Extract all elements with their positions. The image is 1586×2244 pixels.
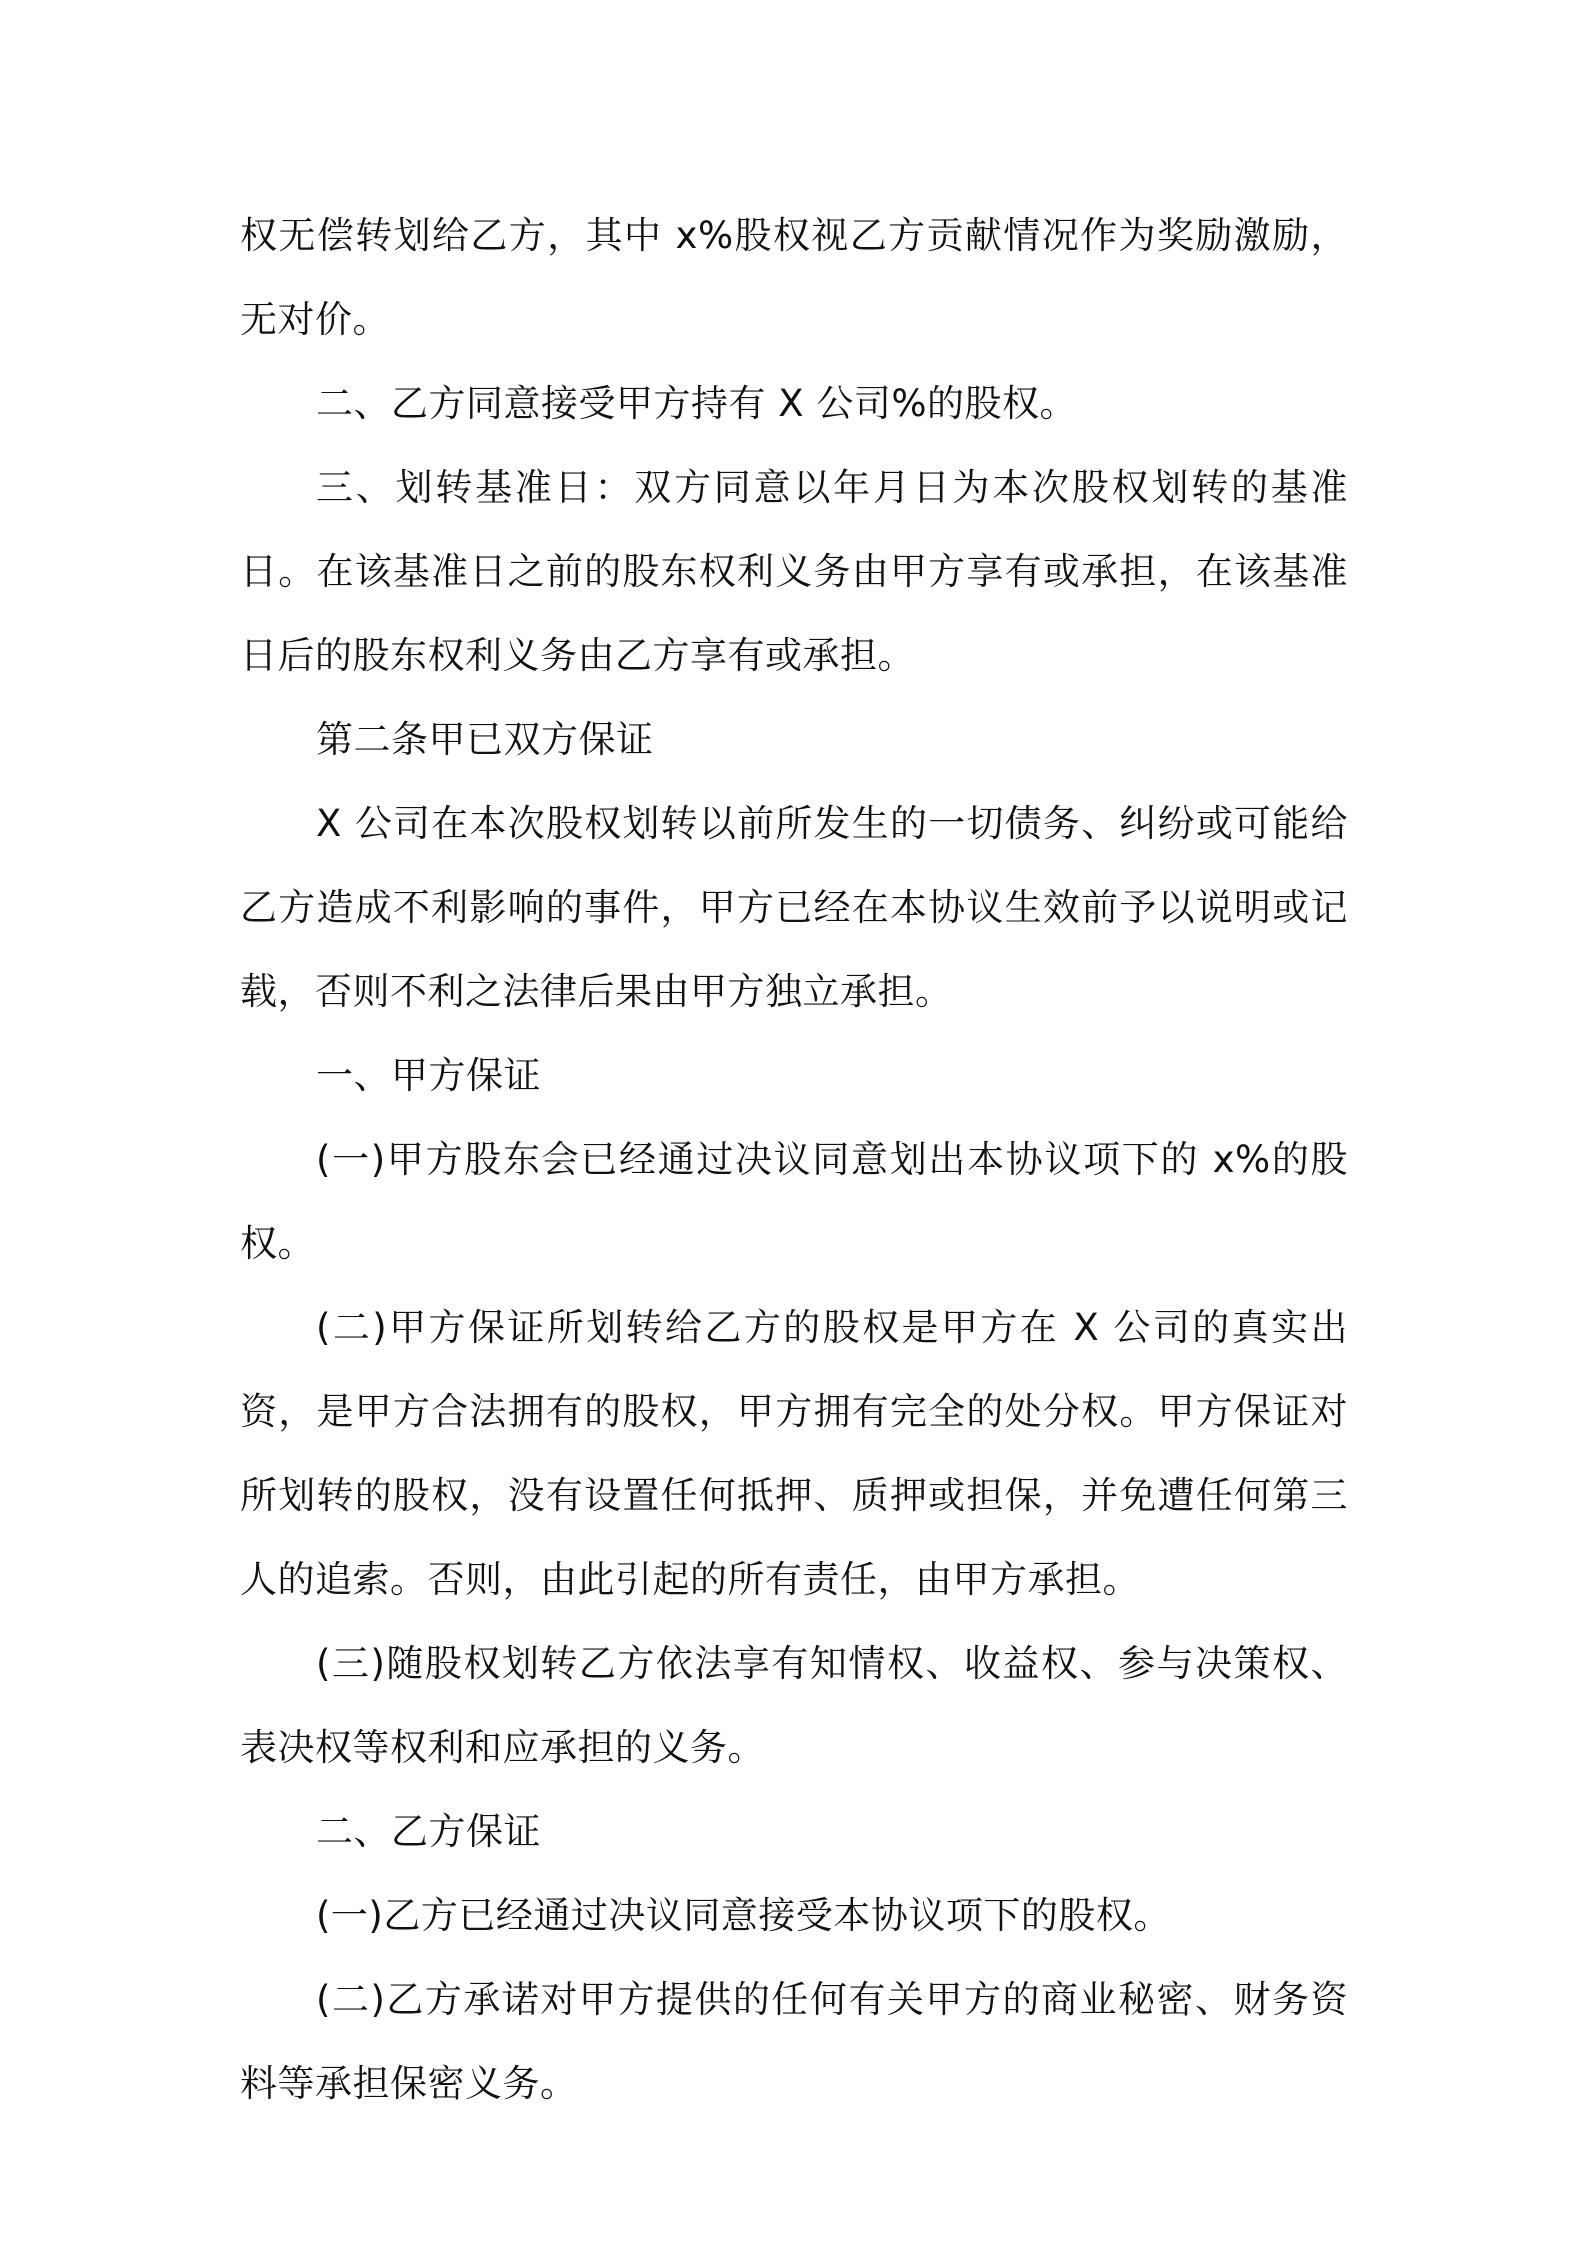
paragraph-11: (一)乙方已经通过决议同意接受本协议项下的股权。 (316, 1894, 1171, 1937)
paragraph-3: 三、划转基准日：双方同意以年月日为本次股权划转的基准日。在该基准日之前的股东权利义务由甲方享有或承担，在该基准日后的股东权利义务由乙方享有或承担。 (240, 466, 1348, 677)
paragraph-5: X 公司在本次股权划转以前所发生的一切债务、纠纷或可能给乙方造成不利影响的事件，甲方已经在本协议生效前予以说明或记载，否则不利之法律后果由甲方独立承担。 (240, 802, 1348, 1013)
section-heading-article-2: 第二条甲已双方保证 (316, 718, 654, 761)
paragraph-12: (二)乙方承诺对甲方提供的任何有关甲方的商业秘密、财务资料等承担保密义务。 (240, 1978, 1348, 2105)
paragraph-1: 权无偿转划给乙方，其中 x%股权视乙方贡献情况作为奖励激励，无对价。 (240, 214, 1348, 341)
document-body (240, 194, 1348, 2126)
subheading-party-b-guarantee: 二、乙方保证 (316, 1810, 541, 1853)
paragraph-2: 二、乙方同意接受甲方持有 X 公司%的股权。 (316, 382, 1078, 425)
paragraph-8: (二)甲方保证所划转给乙方的股权是甲方在 X 公司的真实出资，是甲方合法拥有的股权，甲方拥有完全的处分权。甲方保证对所划转的股权，没有设置任何抵押、质押或担保，并免遭任何第三人的追索。否则，由此引起的所有责任，由甲方承担。 (240, 1306, 1348, 1601)
paragraph-7: (一)甲方股东会已经通过决议同意划出本协议项下的 x%的股权。 (240, 1138, 1348, 1265)
subheading-party-a-guarantee: 一、甲方保证 (316, 1054, 541, 1097)
paragraph-9: (三)随股权划转乙方依法享有知情权、收益权、参与决策权、表决权等权利和应承担的义务。 (240, 1642, 1348, 1769)
